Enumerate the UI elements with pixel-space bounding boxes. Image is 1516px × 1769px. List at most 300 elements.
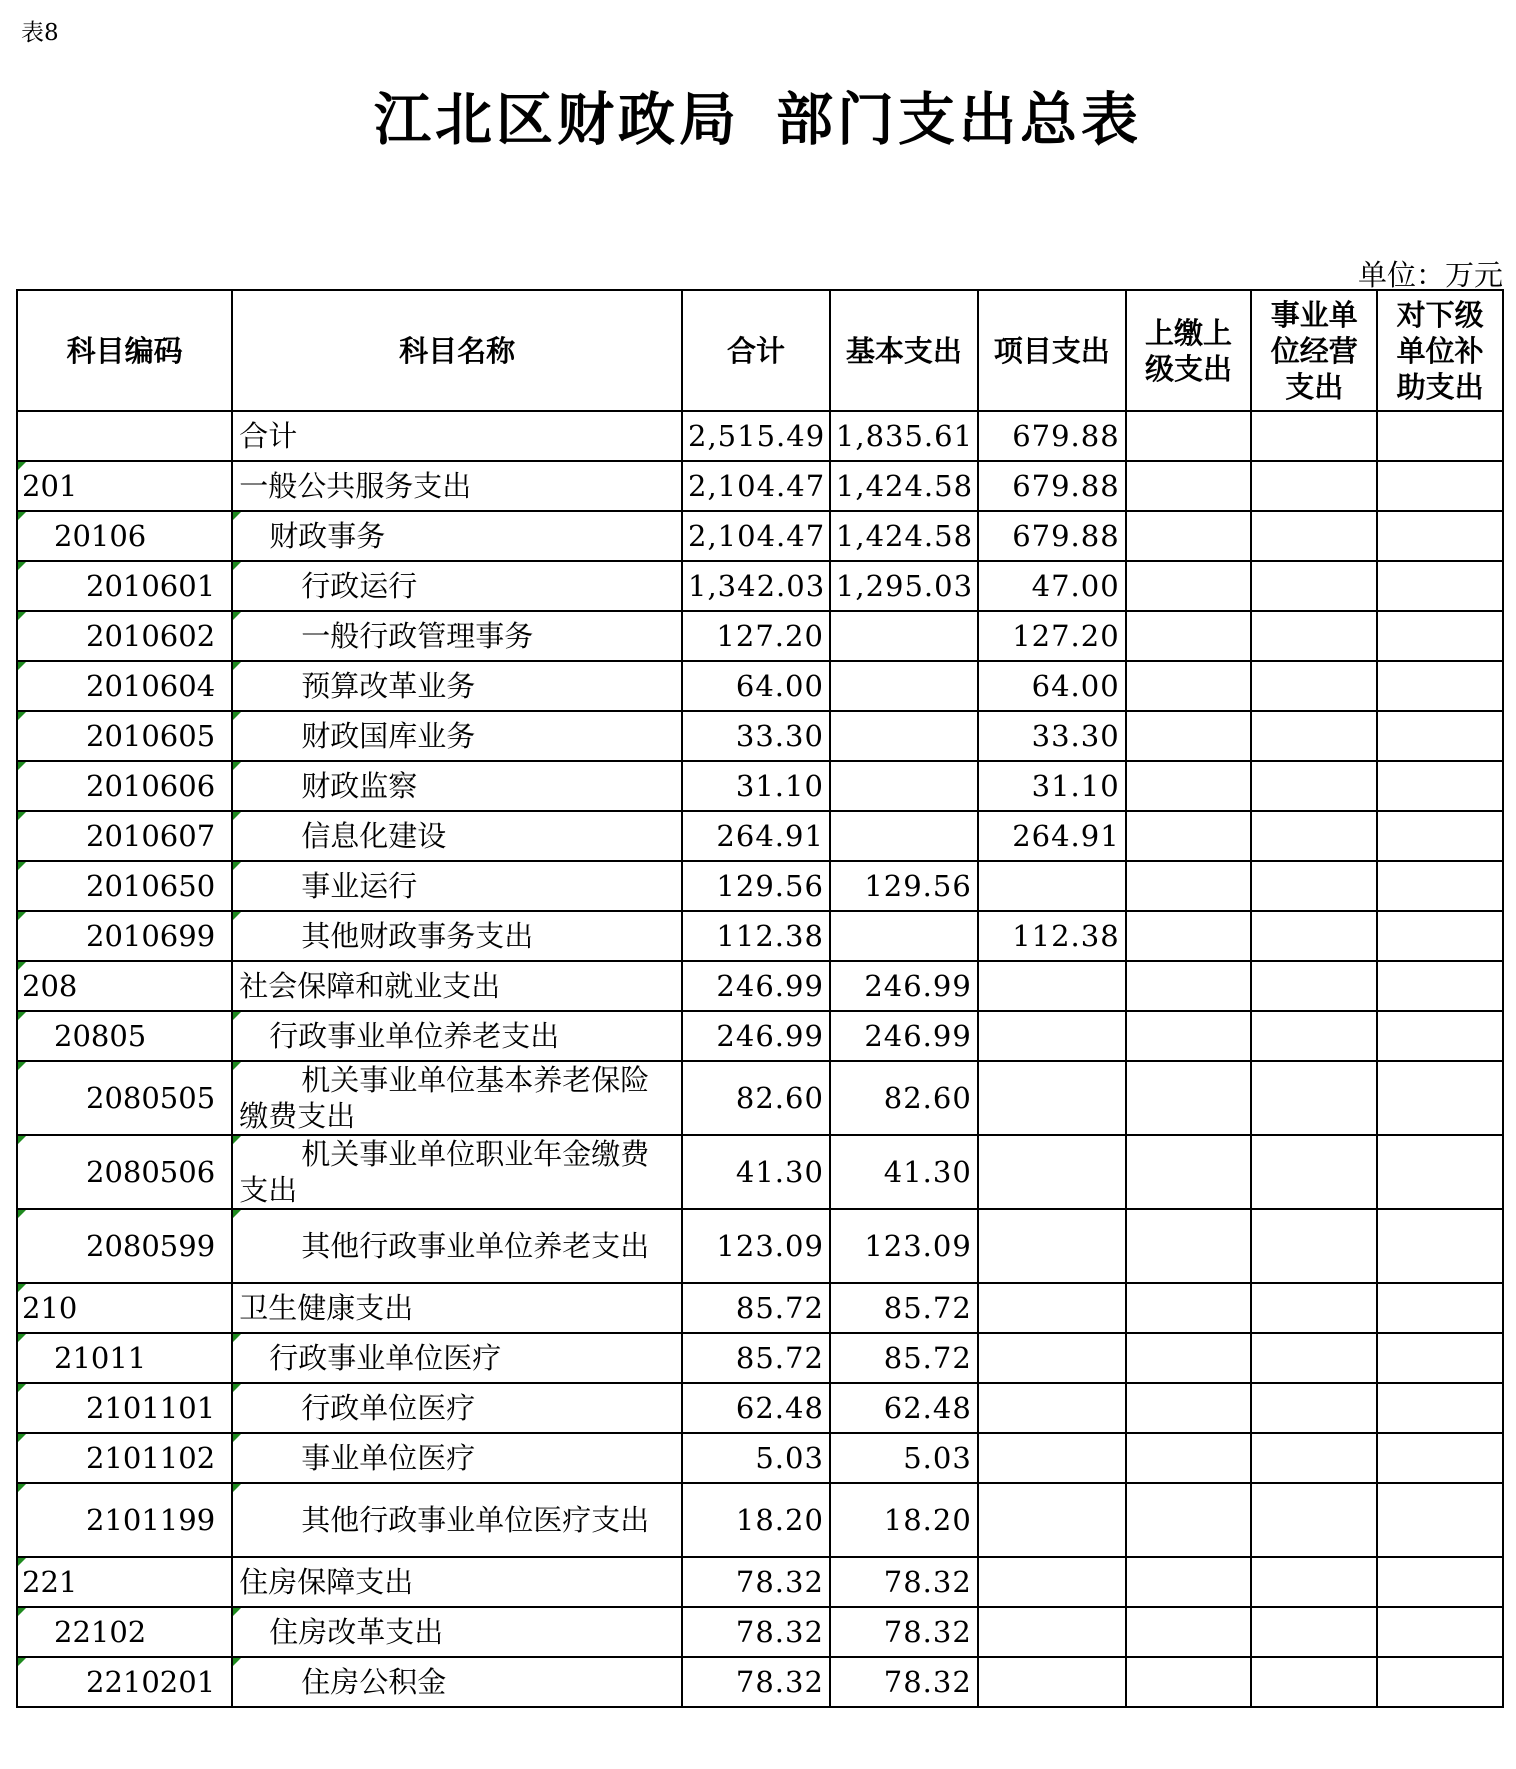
cell-basic-text: 246.99 xyxy=(864,1019,972,1053)
cell-business-expense xyxy=(1251,611,1377,661)
cell-basic xyxy=(830,1657,978,1707)
cell-code-text: 21011 xyxy=(54,1341,147,1375)
cell-business-expense xyxy=(1251,861,1377,911)
cell-project-text: 264.91 xyxy=(1012,819,1120,853)
table-row xyxy=(17,1557,1503,1607)
table-row xyxy=(17,1061,1503,1135)
cell-marker-icon xyxy=(233,812,241,820)
cell-basic xyxy=(830,1283,978,1333)
cell-marker-icon xyxy=(233,862,241,870)
cell-remit-upper xyxy=(1126,861,1252,911)
table-row xyxy=(17,561,1503,611)
cell-total-text: 123.09 xyxy=(716,1229,824,1263)
cell-code-text: 2080599 xyxy=(86,1229,216,1263)
cell-basic xyxy=(830,861,978,911)
cell-remit-upper xyxy=(1126,711,1252,761)
cell-code-text: 2010601 xyxy=(86,569,216,603)
cell-name-text: 其他财政事务支出 xyxy=(301,919,534,953)
cell-basic xyxy=(830,1607,978,1657)
cell-basic-text: 1,295.03 xyxy=(835,569,974,603)
cell-remit-upper xyxy=(1126,461,1252,511)
header-basic: 基本支出 xyxy=(830,290,978,411)
cell-total xyxy=(682,961,830,1011)
cell-basic xyxy=(830,561,978,611)
cell-subsidy-lower xyxy=(1377,761,1503,811)
cell-total-text: 246.99 xyxy=(716,1019,824,1053)
cell-project xyxy=(978,1011,1126,1061)
cell-name-text: 事业单位医疗 xyxy=(301,1441,476,1475)
cell-total-text: 78.32 xyxy=(735,1565,824,1599)
cell-project xyxy=(978,1433,1126,1483)
header-business-expense: 事业单位经营支出 xyxy=(1251,290,1377,411)
cell-basic xyxy=(830,1433,978,1483)
table-row xyxy=(17,611,1503,661)
cell-code-text: 221 xyxy=(22,1565,78,1599)
cell-remit-upper xyxy=(1126,1557,1252,1607)
cell-name-text: 合计 xyxy=(239,419,298,453)
cell-name-text: 预算改革业务 xyxy=(301,669,476,703)
cell-name xyxy=(232,761,682,811)
cell-remit-upper xyxy=(1126,911,1252,961)
cell-name xyxy=(232,1011,682,1061)
cell-name-text: 信息化建设 xyxy=(301,819,447,853)
cell-business-expense xyxy=(1251,661,1377,711)
cell-project xyxy=(978,411,1126,461)
cell-marker-icon xyxy=(233,912,241,920)
cell-basic xyxy=(830,1209,978,1283)
cell-project-text: 679.88 xyxy=(1012,519,1120,553)
cell-code-text: 2010607 xyxy=(86,819,216,853)
cell-total xyxy=(682,761,830,811)
cell-total-text: 31.10 xyxy=(735,769,824,803)
cell-project xyxy=(978,1209,1126,1283)
table-row xyxy=(17,811,1503,861)
cell-basic-text: 78.32 xyxy=(883,1615,972,1649)
cell-name xyxy=(232,1061,682,1135)
header-subsidy-lower: 对下级单位补助支出 xyxy=(1377,290,1503,411)
cell-name xyxy=(232,611,682,661)
cell-project xyxy=(978,1383,1126,1433)
cell-remit-upper xyxy=(1126,1135,1252,1209)
cell-marker-icon xyxy=(233,762,241,770)
cell-business-expense xyxy=(1251,811,1377,861)
cell-subsidy-lower xyxy=(1377,661,1503,711)
cell-basic-text: 82.60 xyxy=(883,1081,972,1115)
table-row xyxy=(17,1011,1503,1061)
cell-basic xyxy=(830,811,978,861)
table-row xyxy=(17,1483,1503,1557)
cell-marker-icon xyxy=(18,1284,26,1292)
cell-name-text: 住房公积金 xyxy=(301,1665,447,1699)
cell-total-text: 129.56 xyxy=(716,869,824,903)
cell-code xyxy=(17,661,232,711)
table-row xyxy=(17,661,1503,711)
cell-name xyxy=(232,1209,682,1283)
cell-remit-upper xyxy=(1126,1209,1252,1283)
cell-subsidy-lower xyxy=(1377,561,1503,611)
cell-basic-text: 1,424.58 xyxy=(835,519,974,553)
cell-marker-icon xyxy=(18,912,26,920)
table-row xyxy=(17,1433,1503,1483)
table-row xyxy=(17,411,1503,461)
cell-code-text: 20106 xyxy=(54,519,147,553)
table-row xyxy=(17,961,1503,1011)
cell-basic xyxy=(830,961,978,1011)
cell-project xyxy=(978,511,1126,561)
cell-code xyxy=(17,611,232,661)
cell-code xyxy=(17,1333,232,1383)
cell-subsidy-lower xyxy=(1377,1657,1503,1707)
cell-marker-icon xyxy=(18,1658,26,1666)
cell-total-text: 1,342.03 xyxy=(688,569,826,603)
cell-code xyxy=(17,511,232,561)
cell-name-text: 行政运行 xyxy=(301,569,418,603)
cell-subsidy-lower xyxy=(1377,1209,1503,1283)
cell-project xyxy=(978,761,1126,811)
cell-basic xyxy=(830,611,978,661)
header-project: 项目支出 xyxy=(978,290,1126,411)
cell-basic xyxy=(830,1383,978,1433)
cell-code-text: 210 xyxy=(22,1291,78,1325)
table-row xyxy=(17,1333,1503,1383)
cell-project-text: 31.10 xyxy=(1031,769,1120,803)
table-row xyxy=(17,761,1503,811)
cell-project xyxy=(978,711,1126,761)
cell-code xyxy=(17,1607,232,1657)
cell-basic xyxy=(830,1011,978,1061)
cell-name xyxy=(232,1557,682,1607)
cell-business-expense xyxy=(1251,1135,1377,1209)
cell-project xyxy=(978,1483,1126,1557)
table-row xyxy=(17,511,1503,561)
cell-code xyxy=(17,761,232,811)
cell-marker-icon xyxy=(18,962,26,970)
table-row xyxy=(17,861,1503,911)
cell-business-expense xyxy=(1251,1209,1377,1283)
cell-basic xyxy=(830,661,978,711)
cell-business-expense xyxy=(1251,1433,1377,1483)
cell-project xyxy=(978,1283,1126,1333)
header-total: 合计 xyxy=(682,290,830,411)
cell-project-text: 679.88 xyxy=(1012,469,1120,503)
cell-remit-upper xyxy=(1126,1061,1252,1135)
cell-total xyxy=(682,911,830,961)
cell-name xyxy=(232,861,682,911)
table-row xyxy=(17,1657,1503,1707)
cell-name-text: 行政事业单位医疗 xyxy=(269,1341,502,1375)
cell-code xyxy=(17,1383,232,1433)
cell-code-text: 2080505 xyxy=(86,1081,216,1115)
cell-marker-icon xyxy=(18,762,26,770)
cell-total-text: 127.20 xyxy=(716,619,824,653)
cell-name xyxy=(232,461,682,511)
unit-label: 单位：万元 xyxy=(1357,258,1503,292)
cell-project xyxy=(978,1061,1126,1135)
cell-name-text: 社会保障和就业支出 xyxy=(239,969,501,1003)
cell-total-text: 5.03 xyxy=(755,1441,824,1475)
cell-code xyxy=(17,1557,232,1607)
cell-total-text: 2,515.49 xyxy=(688,419,826,453)
cell-code-text: 2010604 xyxy=(86,669,216,703)
expenditure-table xyxy=(16,289,1504,1708)
cell-name xyxy=(232,1383,682,1433)
cell-total xyxy=(682,1135,830,1209)
cell-code-text: 20805 xyxy=(54,1019,147,1053)
cell-code-text: 201 xyxy=(22,469,78,503)
table-row xyxy=(17,1283,1503,1333)
cell-code xyxy=(17,1011,232,1061)
cell-basic-text: 246.99 xyxy=(864,969,972,1003)
cell-name-text: 卫生健康支出 xyxy=(239,1291,414,1325)
cell-project xyxy=(978,1333,1126,1383)
cell-remit-upper xyxy=(1126,1607,1252,1657)
cell-code xyxy=(17,561,232,611)
cell-name xyxy=(232,711,682,761)
cell-marker-icon xyxy=(233,1210,241,1218)
cell-code-text: 208 xyxy=(22,969,78,1003)
cell-total xyxy=(682,411,830,461)
cell-marker-icon xyxy=(18,1334,26,1342)
cell-subsidy-lower xyxy=(1377,961,1503,1011)
cell-name-text: 财政事务 xyxy=(269,519,386,553)
cell-marker-icon xyxy=(18,812,26,820)
table-header-row xyxy=(17,290,1503,411)
cell-marker-icon xyxy=(233,612,241,620)
cell-total-text: 64.00 xyxy=(735,669,824,703)
cell-code-text: 2010605 xyxy=(86,719,216,753)
cell-code xyxy=(17,1209,232,1283)
cell-subsidy-lower xyxy=(1377,1383,1503,1433)
cell-basic-text: 18.20 xyxy=(883,1503,972,1537)
cell-total-text: 246.99 xyxy=(716,969,824,1003)
cell-remit-upper xyxy=(1126,1383,1252,1433)
cell-code-text: 2101101 xyxy=(86,1391,216,1425)
cell-total xyxy=(682,1433,830,1483)
cell-business-expense xyxy=(1251,1657,1377,1707)
cell-total-text: 112.38 xyxy=(716,919,824,953)
cell-code xyxy=(17,1283,232,1333)
table-row xyxy=(17,1209,1503,1283)
cell-marker-icon xyxy=(233,1484,241,1492)
cell-marker-icon xyxy=(18,1062,26,1070)
cell-marker-icon xyxy=(233,1608,241,1616)
cell-total xyxy=(682,811,830,861)
cell-project xyxy=(978,661,1126,711)
cell-project xyxy=(978,1557,1126,1607)
cell-code xyxy=(17,1135,232,1209)
cell-remit-upper xyxy=(1126,511,1252,561)
cell-code-text: 2101102 xyxy=(86,1441,216,1475)
cell-code xyxy=(17,1657,232,1707)
cell-total-text: 82.60 xyxy=(735,1081,824,1115)
cell-business-expense xyxy=(1251,1011,1377,1061)
cell-name-text: 一般公共服务支出 xyxy=(239,469,472,503)
cell-name xyxy=(232,961,682,1011)
table-row xyxy=(17,1383,1503,1433)
cell-marker-icon xyxy=(18,562,26,570)
cell-project-text: 33.30 xyxy=(1031,719,1120,753)
cell-name-text: 财政监察 xyxy=(301,769,418,803)
cell-code xyxy=(17,711,232,761)
cell-basic-text: 85.72 xyxy=(883,1291,972,1325)
cell-basic-text: 129.56 xyxy=(864,869,972,903)
title-org: 江北区财政局 xyxy=(374,86,740,153)
cell-total xyxy=(682,711,830,761)
cell-name xyxy=(232,661,682,711)
cell-project xyxy=(978,811,1126,861)
cell-subsidy-lower xyxy=(1377,811,1503,861)
cell-total-text: 85.72 xyxy=(735,1341,824,1375)
cell-name-text: 财政国库业务 xyxy=(301,719,476,753)
cell-basic xyxy=(830,461,978,511)
cell-total-text: 18.20 xyxy=(735,1503,824,1537)
cell-name xyxy=(232,811,682,861)
cell-project xyxy=(978,1657,1126,1707)
cell-marker-icon xyxy=(18,662,26,670)
cell-subsidy-lower xyxy=(1377,1283,1503,1333)
cell-total xyxy=(682,1657,830,1707)
cell-remit-upper xyxy=(1126,611,1252,661)
cell-marker-icon xyxy=(18,1434,26,1442)
cell-name-text: 事业运行 xyxy=(301,869,418,903)
cell-total-text: 2,104.47 xyxy=(688,519,826,553)
cell-project xyxy=(978,611,1126,661)
table-row xyxy=(17,911,1503,961)
cell-name-text: 其他行政事业单位养老支出 xyxy=(301,1229,650,1263)
cell-name xyxy=(232,411,682,461)
cell-business-expense xyxy=(1251,911,1377,961)
cell-subsidy-lower xyxy=(1377,1061,1503,1135)
cell-code xyxy=(17,861,232,911)
cell-name-text: 其他行政事业单位医疗支出 xyxy=(301,1503,650,1537)
cell-total-text: 85.72 xyxy=(735,1291,824,1325)
cell-name xyxy=(232,1333,682,1383)
cell-code xyxy=(17,461,232,511)
cell-marker-icon xyxy=(18,1136,26,1144)
cell-total-text: 2,104.47 xyxy=(688,469,826,503)
table-row xyxy=(17,1135,1503,1209)
cell-remit-upper xyxy=(1126,961,1252,1011)
cell-basic-text: 41.30 xyxy=(883,1155,972,1189)
cell-basic-text: 1,424.58 xyxy=(835,469,974,503)
cell-project xyxy=(978,1607,1126,1657)
cell-project xyxy=(978,461,1126,511)
cell-marker-icon xyxy=(233,1658,241,1666)
cell-remit-upper xyxy=(1126,1657,1252,1707)
cell-code-text: 2010699 xyxy=(86,919,216,953)
cell-basic xyxy=(830,1333,978,1383)
cell-basic xyxy=(830,761,978,811)
cell-subsidy-lower xyxy=(1377,511,1503,561)
cell-basic-text: 5.03 xyxy=(903,1441,972,1475)
cell-total xyxy=(682,1383,830,1433)
cell-basic xyxy=(830,1135,978,1209)
cell-marker-icon xyxy=(18,862,26,870)
cell-total xyxy=(682,1061,830,1135)
cell-marker-icon xyxy=(233,1136,241,1144)
cell-marker-icon xyxy=(18,1608,26,1616)
cell-basic-text: 123.09 xyxy=(864,1229,972,1263)
cell-total-text: 78.32 xyxy=(735,1665,824,1699)
cell-total xyxy=(682,1283,830,1333)
cell-business-expense xyxy=(1251,1557,1377,1607)
cell-business-expense xyxy=(1251,461,1377,511)
cell-remit-upper xyxy=(1126,811,1252,861)
cell-basic-text: 85.72 xyxy=(883,1341,972,1375)
cell-remit-upper xyxy=(1126,761,1252,811)
page-title xyxy=(0,74,1516,156)
header-code: 科目编码 xyxy=(17,290,232,411)
cell-basic-text: 62.48 xyxy=(883,1391,972,1425)
cell-total xyxy=(682,1209,830,1283)
header-remit-upper: 上缴上级支出 xyxy=(1126,290,1252,411)
cell-subsidy-lower xyxy=(1377,411,1503,461)
cell-name-text: 住房改革支出 xyxy=(269,1615,444,1649)
cell-name-text: 机关事业单位职业年金缴费支出 xyxy=(239,1137,650,1207)
cell-basic xyxy=(830,1557,978,1607)
cell-code xyxy=(17,811,232,861)
cell-total xyxy=(682,1607,830,1657)
cell-marker-icon xyxy=(18,1384,26,1392)
cell-total xyxy=(682,1557,830,1607)
cell-business-expense xyxy=(1251,1333,1377,1383)
cell-remit-upper xyxy=(1126,1433,1252,1483)
cell-code xyxy=(17,411,232,461)
cell-marker-icon xyxy=(18,1210,26,1218)
cell-basic xyxy=(830,711,978,761)
cell-subsidy-lower xyxy=(1377,1333,1503,1383)
table-row xyxy=(17,1607,1503,1657)
cell-name xyxy=(232,1283,682,1333)
cell-remit-upper xyxy=(1126,1483,1252,1557)
cell-business-expense xyxy=(1251,1283,1377,1333)
cell-total xyxy=(682,561,830,611)
cell-business-expense xyxy=(1251,561,1377,611)
cell-name xyxy=(232,511,682,561)
cell-name-text: 一般行政管理事务 xyxy=(301,619,534,653)
cell-code-text: 2010606 xyxy=(86,769,216,803)
cell-total-text: 41.30 xyxy=(735,1155,824,1189)
cell-remit-upper xyxy=(1126,561,1252,611)
cell-code xyxy=(17,1483,232,1557)
cell-total xyxy=(682,461,830,511)
cell-business-expense xyxy=(1251,711,1377,761)
cell-project-text: 127.20 xyxy=(1012,619,1120,653)
cell-basic xyxy=(830,1061,978,1135)
cell-code-text: 22102 xyxy=(54,1615,147,1649)
cell-name xyxy=(232,561,682,611)
cell-remit-upper xyxy=(1126,661,1252,711)
cell-project xyxy=(978,911,1126,961)
cell-total xyxy=(682,1333,830,1383)
table-row xyxy=(17,461,1503,511)
cell-total-text: 33.30 xyxy=(735,719,824,753)
cell-subsidy-lower xyxy=(1377,461,1503,511)
cell-project xyxy=(978,961,1126,1011)
table-number: 表8 xyxy=(21,20,59,46)
header-name: 科目名称 xyxy=(232,290,682,411)
cell-marker-icon xyxy=(233,1334,241,1342)
cell-subsidy-lower xyxy=(1377,1607,1503,1657)
cell-project xyxy=(978,861,1126,911)
cell-name xyxy=(232,1483,682,1557)
cell-code-text: 2010650 xyxy=(86,869,216,903)
cell-total-text: 264.91 xyxy=(716,819,824,853)
cell-basic xyxy=(830,511,978,561)
cell-code xyxy=(17,1433,232,1483)
cell-project-text: 112.38 xyxy=(1012,919,1120,953)
cell-code-text: 2101199 xyxy=(86,1503,216,1537)
